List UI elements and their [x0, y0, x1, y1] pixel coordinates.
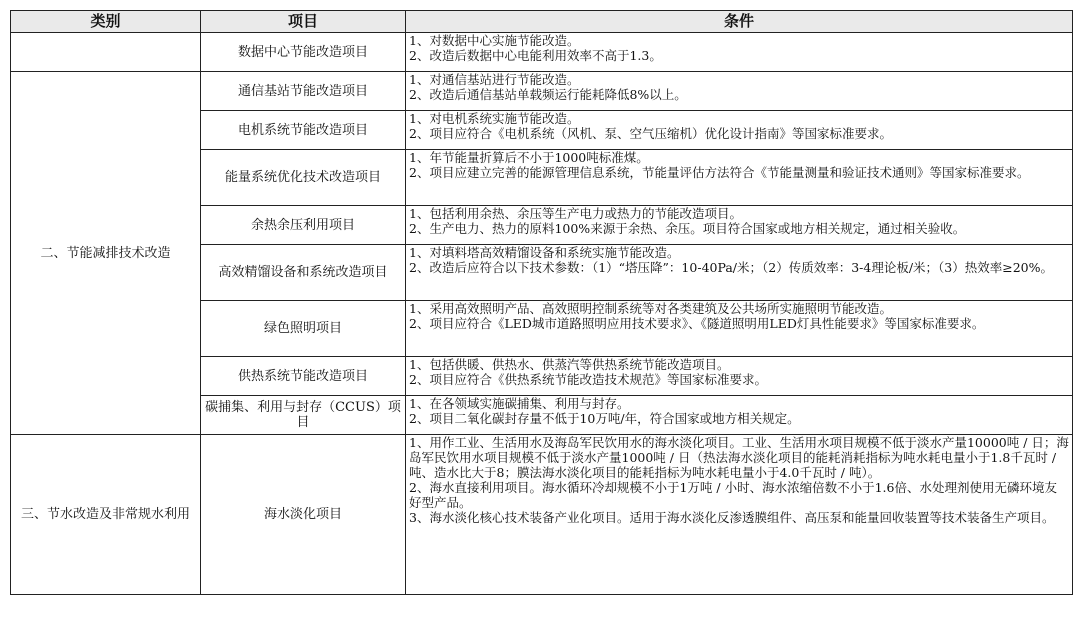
condition-line: 1、对电机系统实施节能改造。: [409, 111, 580, 126]
item-cell: 高效精馏设备和系统改造项目: [201, 245, 406, 301]
condition-line: 2、海水直接利用项目。海水循环冷却规模不小于1万吨 / 小时、海水浓缩倍数不小于1.6倍、水处理剂使用无磷环境友好型产品。: [409, 480, 1057, 510]
table-row: [11, 33, 1073, 72]
conditions-cell: [406, 301, 1073, 357]
condition-line: 1、对填料塔高效精馏设备和系统实施节能改造。: [409, 245, 680, 260]
policy-table: [10, 10, 1073, 595]
item-cell: 电机系统节能改造项目: [201, 111, 406, 150]
item-cell: 余热余压利用项目: [201, 206, 406, 245]
category-cell: 二、节能减排技术改造: [11, 72, 201, 435]
condition-line: 1、包括供暖、供热水、供蒸汽等供热系统节能改造项目。: [409, 357, 730, 372]
condition-line: 1、用作工业、生活用水及海岛军民饮用水的海水淡化项目。工业、生活用水项目规模不低于淡水产量10000吨 / 日；海岛军民饮用水项目规模不低于淡水产量1000吨 / 日（热法海水淡化项目的能耗消耗指标为吨水耗电量小于1.8千瓦时 / 吨、造水比大于8；膜法海水淡化项目的能耗指标为吨水耗电量小于4.0千瓦时 / 吨）。: [409, 435, 1069, 480]
condition-line: 2、项目应符合《LED城市道路照明应用技术要求》、《隧道照明用LED灯具性能要求》等国家标准要求。: [409, 316, 985, 331]
condition-line: 1、采用高效照明产品、高效照明控制系统等对各类建筑及公共场所实施照明节能改造。: [409, 301, 892, 316]
condition-line: 1、对通信基站进行节能改造。: [409, 72, 580, 87]
condition-line: 2、改造后通信基站单载频运行能耗降低8%以上。: [409, 87, 687, 102]
condition-line: 1、年节能量折算后不小于1000吨标准煤。: [409, 150, 649, 165]
policy-table-container: [10, 10, 1072, 595]
table-row: [11, 72, 1073, 111]
category-cell: 三、节水改造及非常规水利用: [11, 435, 201, 595]
condition-line: 1、包括利用余热、余压等生产电力或热力的节能改造项目。: [409, 206, 742, 221]
item-cell: 数据中心节能改造项目: [201, 33, 406, 72]
table-row: [11, 435, 1073, 595]
conditions-cell: [406, 245, 1073, 301]
condition-line: 2、项目应符合《电机系统（风机、泵、空气压缩机）优化设计指南》等国家标准要求。: [409, 126, 892, 141]
conditions-cell: [406, 111, 1073, 150]
header-conditions: 条件: [406, 11, 1073, 33]
condition-line: 1、对数据中心实施节能改造。: [409, 33, 580, 48]
item-cell: 碳捕集、利用与封存（CCUS）项目: [201, 396, 406, 435]
conditions-cell: [406, 396, 1073, 435]
condition-line: 2、改造后数据中心电能利用效率不高于1.3。: [409, 48, 662, 63]
category-cell: [11, 33, 201, 72]
condition-line: 2、生产电力、热力的原料100%来源于余热、余压。项目符合国家或地方相关规定，通过相关验收。: [409, 221, 966, 236]
header-row: [11, 11, 1073, 33]
item-cell: 能量系统优化技术改造项目: [201, 150, 406, 206]
condition-line: 2、项目二氧化碳封存量不低于10万吨/年，符合国家或地方相关规定。: [409, 411, 800, 426]
conditions-cell: [406, 435, 1073, 595]
item-cell: 供热系统节能改造项目: [201, 357, 406, 396]
item-cell: 通信基站节能改造项目: [201, 72, 406, 111]
conditions-cell: [406, 150, 1073, 206]
condition-line: 1、在各领域实施碳捕集、利用与封存。: [409, 396, 630, 411]
condition-line: 3、海水淡化核心技术装备产业化项目。适用于海水淡化反渗透膜组件、高压泵和能量回收装置等技术装备生产项目。: [409, 510, 1055, 525]
conditions-cell: [406, 72, 1073, 111]
condition-line: 2、项目应符合《供热系统节能改造技术规范》等国家标准要求。: [409, 372, 767, 387]
item-cell: 海水淡化项目: [201, 435, 406, 595]
condition-line: 2、改造后应符合以下技术参数：（1）“塔压降”：10-40Pa/米；（2）传质效率：3-4理论板/米；（3）热效率≥20%。: [409, 260, 1053, 275]
conditions-cell: [406, 206, 1073, 245]
conditions-cell: [406, 357, 1073, 396]
item-cell: 绿色照明项目: [201, 301, 406, 357]
condition-line: 2、项目应建立完善的能源管理信息系统，节能量评估方法符合《节能量测量和验证技术通则》等国家标准要求。: [409, 165, 1030, 180]
header-category: 类别: [11, 11, 201, 33]
conditions-cell: [406, 33, 1073, 72]
header-item: 项目: [201, 11, 406, 33]
